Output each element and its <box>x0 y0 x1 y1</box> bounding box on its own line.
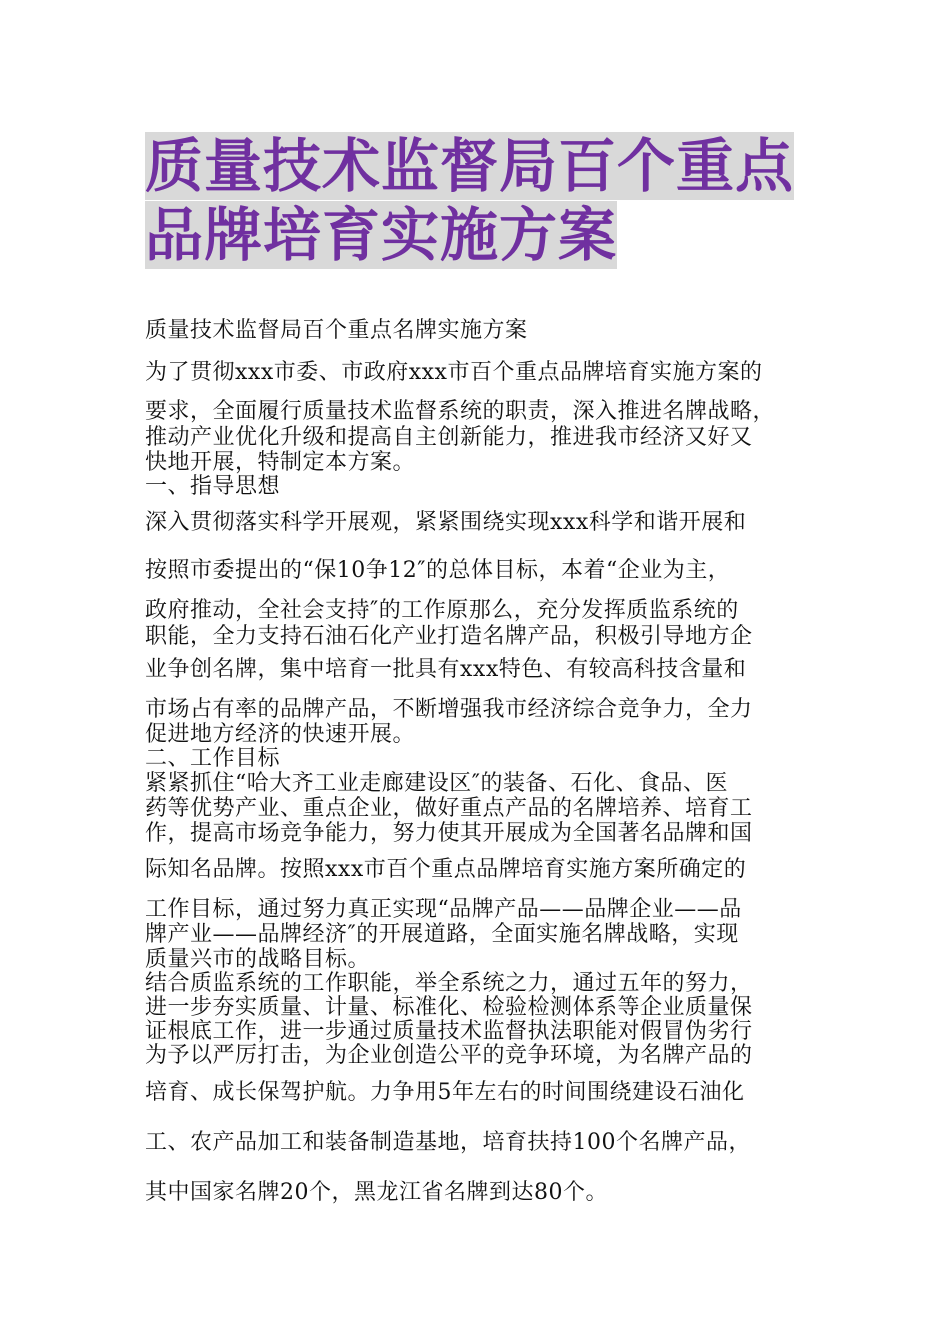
document-title-line-1: 质量技术监督局百个重点 <box>145 132 795 200</box>
subtitle-paragraph: 质量技术监督局百个重点名牌实施方案 <box>145 318 528 343</box>
body-line: 工、农产品加工和装备制造基地，培育扶持100个名牌产品， <box>145 1130 751 1155</box>
body-line: 牌产业——品牌经济″的开展道路，全面实施名牌战略，实现 <box>145 922 739 947</box>
body-line: 作，提高市场竞争能力，努力使其开展成为全国著名品牌和国 <box>145 821 753 846</box>
body-line: 其中国家名牌20个，黑龙江省名牌到达80个。 <box>145 1180 608 1205</box>
body-line: 快地开展，特制定本方案。 <box>145 450 416 475</box>
body-line: 职能，全力支持石油石化产业打造名牌产品，积极引导地方企 <box>145 624 753 649</box>
body-line: 进一步夯实质量、计量、标准化、检验检测体系等企业质量保 <box>145 995 753 1020</box>
body-line: 要求，全面履行质量技术监督系统的职责，深入推进名牌战略， <box>145 399 776 424</box>
body-line: 为了贯彻xxx市委、市政府xxx市百个重点品牌培育实施方案的 <box>145 360 763 385</box>
body-line: 际知名品牌。按照xxx市百个重点品牌培育实施方案所确定的 <box>145 857 747 882</box>
body-line: 推动产业优化升级和提高自主创新能力，推进我市经济又好又 <box>145 425 753 450</box>
body-line: 结合质监系统的工作职能，举全系统之力，通过五年的努力， <box>145 971 753 996</box>
body-line: 按照市委提出的“保10争12″的总体目标，本着“企业为主， <box>145 558 731 583</box>
body-line: 业争创名牌，集中培育一批具有xxx特色、有较高科技含量和 <box>145 657 747 682</box>
section-heading: 二、工作目标 <box>145 746 281 771</box>
section-heading: 一、指导思想 <box>145 474 281 499</box>
body-line: 证根底工作，进一步通过质量技术监督执法职能对假冒伪劣行 <box>145 1019 753 1044</box>
body-line: 培育、成长保驾护航。力争用5年左右的时间围绕建设石油化 <box>145 1080 745 1105</box>
body-line: 政府推动，全社会支持″的工作原那么，充分发挥质监系统的 <box>145 598 739 623</box>
body-line: 质量兴市的战略目标。 <box>145 947 371 972</box>
body-line: 促进地方经济的快速开展。 <box>145 722 416 747</box>
body-line: 紧紧抓住“哈大齐工业走廊建设区″的装备、石化、食品、医 <box>145 771 728 796</box>
body-line: 为予以严厉打击，为企业创造公平的竞争环境，为名牌产品的 <box>145 1043 753 1068</box>
body-line: 工作目标，通过努力真正实现“品牌产品——品牌企业——品 <box>145 897 742 922</box>
body-line: 药等优势产业、重点企业，做好重点产品的名牌培养、培育工 <box>145 796 753 821</box>
document-title-line-2: 品牌培育实施方案 <box>145 201 618 269</box>
body-line: 市场占有率的品牌产品，不断增强我市经济综合竞争力，全力 <box>145 697 753 722</box>
body-line: 深入贯彻落实科学开展观，紧紧围绕实现xxx科学和谐开展和 <box>145 510 747 535</box>
